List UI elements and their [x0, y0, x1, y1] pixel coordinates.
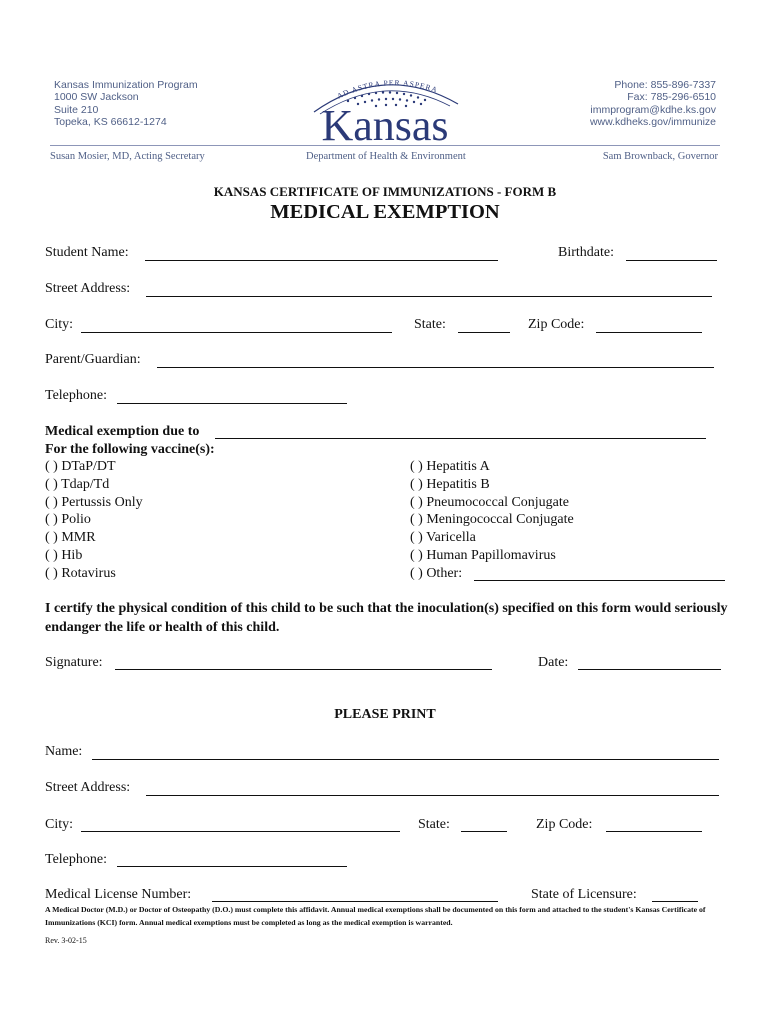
- state-label: State:: [414, 317, 446, 332]
- kansas-logo: [300, 68, 470, 148]
- vaccine-option[interactable]: ( ) Rotavirus: [45, 565, 116, 581]
- vaccine-option[interactable]: ( ) Pneumococcal Conjugate: [410, 494, 570, 510]
- address-line: Kansas Immunization Program: [54, 79, 198, 91]
- governor-name: Sam Brownback, Governor: [602, 151, 718, 162]
- physician-street-label: Street Address:: [45, 780, 131, 795]
- address-line: Topeka, KS 66612-1274: [54, 116, 167, 129]
- page-title: MEDICAL EXEMPTION: [270, 201, 500, 223]
- vaccine-option[interactable]: ( ) Hib: [45, 547, 83, 563]
- city-field[interactable]: [81, 332, 392, 333]
- state-field[interactable]: [458, 332, 510, 333]
- contact-line: www.kdheks.gov/immunize: [589, 116, 716, 129]
- revision-date: Rev. 3-02-15: [45, 936, 87, 945]
- physician-city-field[interactable]: [81, 831, 400, 832]
- letterhead-rule: [50, 145, 720, 146]
- telephone-label: Telephone:: [45, 388, 107, 403]
- vaccine-option[interactable]: ( ) DTaP/DT: [45, 459, 116, 474]
- exemption-reason-field[interactable]: [215, 438, 706, 439]
- physician-zip-field[interactable]: [606, 831, 702, 832]
- physician-telephone-field[interactable]: [117, 866, 347, 867]
- student-name-label: Student Name:: [45, 245, 129, 260]
- left-vaccine-list: [45, 458, 143, 583]
- physician-state-label: State:: [418, 817, 450, 832]
- certification-statement: I certify the physical condition of this child to be such that the inoculation(s) specified on this form would seriously endanger the life or health of this child.: [45, 601, 728, 635]
- vaccine-option[interactable]: ( ) Meningococcal Conjugate: [410, 512, 574, 528]
- vaccine-option[interactable]: ( ) Tdap/Td: [45, 476, 110, 492]
- parent-guardian-field[interactable]: [157, 367, 714, 368]
- program-address: [54, 79, 198, 129]
- physician-name-field[interactable]: [92, 759, 719, 760]
- vaccine-option[interactable]: ( ) Pertussis Only: [45, 494, 143, 510]
- right-vaccine-list: [410, 458, 574, 583]
- birthdate-label: Birthdate:: [558, 245, 614, 260]
- physician-city-label: City:: [45, 817, 74, 832]
- contact-line: immprogram@kdhe.ks.gov: [590, 103, 716, 116]
- student-name-field[interactable]: [145, 260, 498, 261]
- street-address-field[interactable]: [146, 296, 712, 297]
- vaccine-option[interactable]: ( ) Varicella: [410, 530, 476, 546]
- please-print-heading: PLEASE PRINT: [334, 707, 436, 722]
- signature-field[interactable]: [115, 669, 492, 670]
- secretary-name: Susan Mosier, MD, Acting Secretary: [50, 151, 205, 162]
- vaccine-option[interactable]: ( ) Hepatitis A: [410, 459, 490, 474]
- state-of-licensure-field[interactable]: [652, 901, 698, 902]
- affidavit-footnote: A Medical Doctor (M.D.) or Doctor of Osteopathy (D.O.) must complete this affidavit. Annual medical exemptions shall be documented on this form and attached to the student's Kansas Certificate of Immunizations (KCI) form. Annual medical exemptions must be completed as long as the medical exemption is warranted.: [45, 905, 706, 927]
- logo-motto: AD ASTRA PER ASPERA: [335, 78, 440, 101]
- contact-line: Fax: 785-296-6510: [627, 91, 716, 104]
- address-line: Suite 210: [54, 103, 99, 116]
- license-number-label: Medical License Number:: [45, 887, 192, 902]
- vaccine-option[interactable]: ( ) Other:: [410, 565, 463, 581]
- parent-guardian-label: Parent/Guardian:: [45, 352, 141, 367]
- physician-name-label: Name:: [45, 744, 83, 759]
- physician-street-field[interactable]: [146, 795, 719, 796]
- physician-state-field[interactable]: [461, 831, 507, 832]
- signature-label: Signature:: [45, 655, 103, 670]
- address-line: 1000 SW Jackson: [54, 91, 139, 104]
- license-number-field[interactable]: [212, 901, 498, 902]
- form-title: KANSAS CERTIFICATE OF IMMUNIZATIONS - FORM B: [213, 184, 557, 199]
- svg-text:AD ASTRA PER ASPERA: [336, 78, 440, 100]
- zip-field[interactable]: [596, 332, 702, 333]
- street-address-label: Street Address:: [45, 281, 131, 296]
- zip-label: Zip Code:: [528, 317, 585, 332]
- physician-zip-label: Zip Code:: [536, 817, 593, 832]
- telephone-field[interactable]: [117, 403, 347, 404]
- program-contact: [590, 79, 716, 129]
- physician-telephone-label: Telephone:: [45, 852, 107, 867]
- exemption-due-label: Medical exemption due to: [45, 424, 200, 439]
- vaccine-option[interactable]: ( ) Hepatitis B: [410, 476, 490, 492]
- birthdate-field[interactable]: [626, 260, 717, 261]
- vaccines-heading: For the following vaccine(s):: [45, 442, 215, 457]
- logo-word: Kansas: [321, 101, 449, 148]
- vaccine-option[interactable]: ( ) Human Papillomavirus: [410, 547, 556, 563]
- department-name: Department of Health & Environment: [306, 151, 466, 162]
- vaccine-option[interactable]: ( ) MMR: [45, 530, 96, 546]
- city-label: City:: [45, 317, 74, 332]
- date-label: Date:: [538, 655, 569, 670]
- state-of-licensure-label: State of Licensure:: [531, 887, 637, 902]
- contact-line: Phone: 855-896-7337: [614, 79, 716, 91]
- vaccine-option[interactable]: ( ) Polio: [45, 512, 91, 528]
- other-vaccine-field[interactable]: [474, 580, 725, 581]
- date-field[interactable]: [578, 669, 721, 670]
